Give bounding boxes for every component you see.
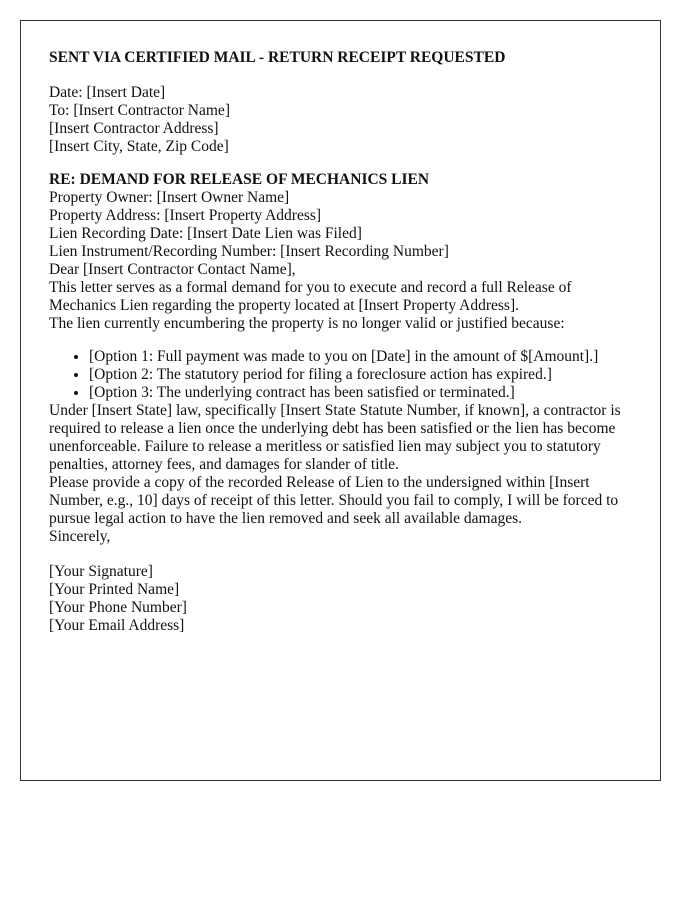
reason-option-3: • [Option 3: The underlying contract has been satisfied or terminated.] <box>89 384 632 402</box>
reason-intro-paragraph: The lien currently encumbering the property is no longer valid or justified because: <box>49 315 565 332</box>
signature-line: [Your Signature] <box>49 563 153 580</box>
reasons-list <box>49 348 632 402</box>
subject-block <box>49 171 632 261</box>
request-paragraph: Please provide a copy of the recorded Release of Lien to the undersigned within [Insert Number, e.g., 10] days of receipt of this letter. Should you fail to comply, I will be forced to pursue legal action to have the lien removed and seek all available damages. <box>49 474 619 527</box>
legal-basis-paragraph: Under [Insert State] law, specifically [Insert State Statute Number, if known], a contractor is required to release a lien once the underlying debt has been satisfied or the lien has become unenforceable. Failure to release a meritless or satisfied lien may subject you to statutory penalties, attorney fees, and damages for slander of title. <box>49 402 621 473</box>
email-line: [Your Email Address] <box>49 617 185 634</box>
demand-paragraph: This letter serves as a formal demand for you to execute and record a full Release of Mechanics Lien regarding the property located at [Insert Property Address]. <box>49 279 572 314</box>
printed-name-line: [Your Printed Name] <box>49 581 180 598</box>
lien-recording-date-line: Lien Recording Date: [Insert Date Lien was Filed] <box>49 225 362 242</box>
mail-header: SENT VIA CERTIFIED MAIL - RETURN RECEIPT REQUESTED <box>49 49 506 66</box>
property-owner-line: Property Owner: [Insert Owner Name] <box>49 189 290 206</box>
salutation: Dear [Insert Contractor Contact Name], <box>49 261 296 278</box>
contractor-address-line: [Insert Contractor Address] <box>49 120 219 137</box>
signature-block <box>49 563 632 635</box>
recipient-block <box>49 84 632 156</box>
closing: Sincerely, <box>49 528 111 545</box>
to-line: To: [Insert Contractor Name] <box>49 102 230 119</box>
reason-option-1: • [Option 1: Full payment was made to you on [Date] in the amount of $[Amount].] <box>89 348 632 366</box>
property-address-line: Property Address: [Insert Property Address] <box>49 207 322 224</box>
subject-title: RE: DEMAND FOR RELEASE OF MECHANICS LIEN <box>49 171 430 188</box>
date-line: Date: [Insert Date] <box>49 84 166 101</box>
letter-document <box>20 20 661 781</box>
lien-instrument-number-line: Lien Instrument/Recording Number: [Insert Recording Number] <box>49 243 449 260</box>
city-state-zip-line: [Insert City, State, Zip Code] <box>49 138 229 155</box>
reason-option-2: • [Option 2: The statutory period for filing a foreclosure action has expired.] <box>89 366 632 384</box>
phone-line: [Your Phone Number] <box>49 599 187 616</box>
